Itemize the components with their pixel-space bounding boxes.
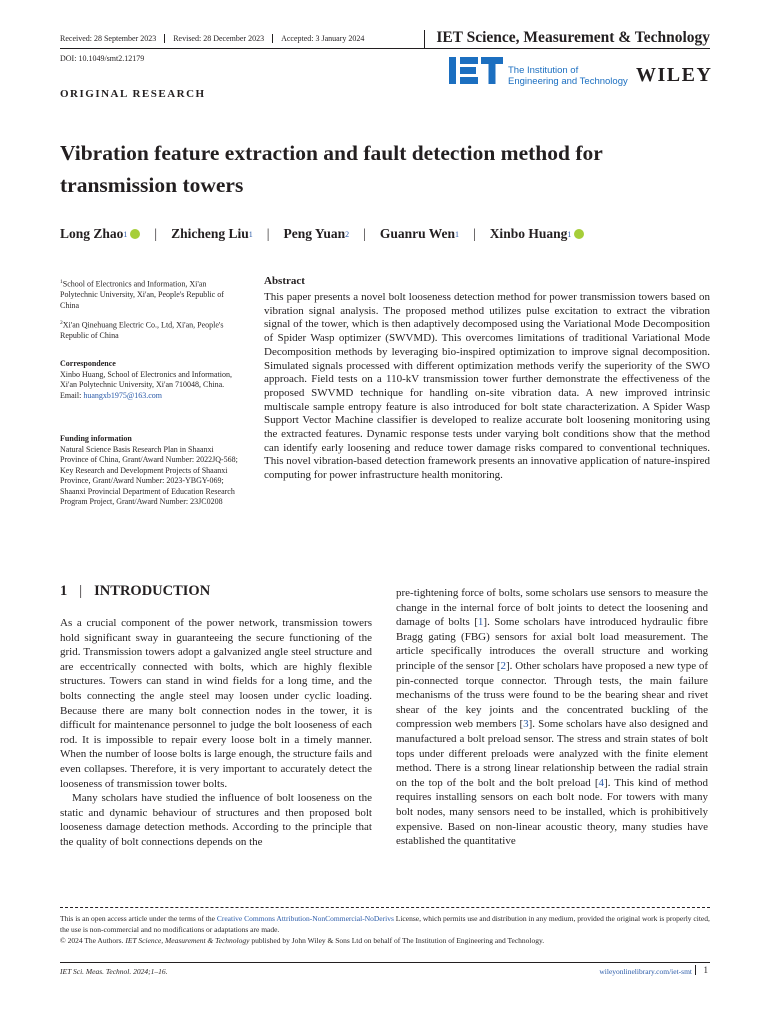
author-name[interactable]: Guanru Wen [379, 226, 455, 241]
intro-paragraph-3: pre-tightening force of bolts, some scholars use sensors to measure the change in the internal force of bolt joints to detect the loosening and damage of bolts [1]. Some scholars have introduced hydraulic fibre Bragg gating (FBG) sensors for axial bolt load measurement. The article specifically introduces the overall structure and working principle of the sensor [2]. Other scholars have proposed a new type of pin-connected torque connector. Through tests, the main failure mechanisms of the truss were found to be the bearing shear and rivet shear of the key joints and the concentrated buckling of the compression web members [3]. Some scholars have also designed and manufactured a bolt preload sensor. The stress and strain states of bolt tops under different preloads were analyzed with the finite element method. There is a strong linear relationship between the radial strain on the top of the bolt and the bolt preload [4]. This kind of method requires installing sensors on each bolt node. For towers with many bolt nodes, many sensors need to be installed, which is prohibitively expensive. Based on non-linear acoustic theory, many studies have established the quantitative [396, 587, 709, 848]
received-date: Received: 28 September 2023 [60, 34, 157, 43]
intro-column-1 [60, 616, 372, 850]
author-name[interactable]: Long Zhao [60, 226, 124, 241]
correspondence-heading: Correspondence [60, 359, 116, 368]
author-affiliation-marker[interactable]: 1 [454, 229, 459, 239]
license-link[interactable]: Creative Commons Attribution-NonCommercial-NoDerivs [216, 914, 394, 923]
abstract-text: This paper presents a novel bolt looseness detection method for power transmission towers based on vibration signal analysis. The proposed method utilizes pulse excitation to extract the vibration signal of the tower, which is then adaptively decomposed using the Variational Mode Decomposition of Spider Wasp optimizer (SWVMD). This overcomes limitations of traditional Variational Mode Decomposition methods by leveraging bio-inspired optimization to improve signal decomposition. Simulated signals processed with different optimization methods verify the superiority of the SWO approach. Field tests on a 110-kV transmission tower further demonstrate the effectiveness of the proposed SWVMD technique for handling on-site vibration data. A new improved intrinsic multiscale sample entropy feature is also introduced for bolt state characterization. A Spider Wasp Support Vector Machine classifier is developed to realize accurate bolt loosening monitoring using the extracted features. Dynamic response tests under varying bolt conditions show that the method can identify early loosening and reduce tower damage risks compared to conventional techniques. This novel vibration-based detection framework presents an innovative application of nature-inspired computing for power infrastructure health monitoring. [264, 291, 710, 482]
author-affiliation-marker[interactable]: 1 [123, 229, 128, 239]
correspondence: Correspondence Xinbo Huang, School of Electronics and Information, Xi'an Polytechnic University, Xi'an 710048, China. Email: huangxb1975@163.com [60, 359, 232, 400]
funding-information: Funding information Natural Science Basis Research Plan in Shaanxi Province of China, Grant/Award Number: 2022JQ-568; Key Research and Development Projects of Shaanxi Province, Grant/Award Number: 2023-YBGY-069; Shaanxi Provincial Department of Education Research Program Project, Grant/Award Number: 23JC0208 [60, 434, 238, 506]
journal-name[interactable]: IET Science, Measurement & Technology [436, 29, 710, 46]
intro-paragraph-2: Many scholars have studied the influence of bolt looseness on the static and dynamic behaviour of structures and then proposed bolt looseness damage detection methods. According to the principle that the quality of bolt connections depends on the [60, 792, 372, 848]
wiley-logo[interactable]: WILEY [636, 64, 713, 86]
author-affiliation-marker[interactable]: 1 [567, 229, 572, 239]
header-rule [60, 48, 710, 49]
affiliation-2: $^2$Xi'an Qinehuang Electric Co., Ltd, Xi'an, People's Republic of China [60, 320, 224, 341]
footnote-divider [60, 907, 710, 908]
abstract-heading: Abstract [264, 275, 305, 287]
iet-logo-icon[interactable] [449, 57, 505, 84]
author-separator: | [472, 226, 476, 241]
author-name[interactable]: Peng Yuan [283, 226, 346, 241]
section-heading-introduction: 1 | INTRODUCTION [60, 583, 211, 599]
email-link[interactable]: huangxb1975@163.com [83, 390, 163, 400]
author-affiliation-marker[interactable]: 2 [345, 229, 350, 239]
reference-link-1[interactable]: 1 [477, 616, 484, 629]
funding-heading: Funding information [60, 434, 132, 443]
page-number: 1 [695, 965, 709, 975]
intro-paragraph-1: As a crucial component of the power network, transmission towers hold significant sway in guaranteeing the secure functioning of the grid. Transmission towers adopt a galvanized angle steel structure and are eccentrically connected with bolts, which are highly flexible structures. Towers can stand in wind fields for a long time, and the bolts connecting the angle steel may loosen under cyclic loading. Because there are many bolt connection nodes in the tower, it is difficult for maintenance personnel to judge the bolt looseness of each rod. It is impossible to repair every loose bolt in a timely manner. When the number of loose bolts is large enough, the structure fails and even collapses. Therefore, it is very important to accurately detect the looseness of transmission tower bolts. [60, 617, 372, 790]
journal-url-link[interactable]: wileyonlinelibrary.com/iet-smt [599, 967, 692, 976]
license-footnote: This is an open access article under the terms of the Creative Commons Attribution-NonCommercial-NoDerivs License, which permits use and distribution in any medium, provided the original work is properly cited, the use is non-commercial and no modifications or adaptations are made. © 2024 The Authors. IET Science, Measurement & Technology published by John Wiley & Sons Ltd on behalf of The Institution of Engineering and Technology. [60, 914, 710, 945]
footer-rule [60, 962, 710, 963]
author-separator: | [154, 226, 158, 241]
orcid-icon[interactable] [130, 229, 140, 239]
article-title: Vibration feature extraction and fault detection method for transmission towers [60, 141, 603, 197]
author-affiliation-marker[interactable]: 1 [248, 229, 253, 239]
author-list [60, 226, 584, 242]
article-type: ORIGINAL RESEARCH [60, 88, 206, 100]
reference-link-3[interactable]: 3 [523, 718, 529, 731]
reference-link-2[interactable]: 2 [500, 659, 507, 672]
author-name[interactable]: Xinbo Huang [489, 226, 568, 241]
affiliation-1: $^1$School of Electronics and Information, Xi'an Polytechnic University, Xi'an, People's Republic of China [60, 279, 224, 310]
doi[interactable]: DOI: 10.1049/smt2.12179 [60, 54, 145, 63]
intro-column-2 [396, 586, 708, 849]
revised-date: Revised: 28 December 2023 [164, 34, 272, 43]
accepted-date: Accepted: 3 January 2024 [272, 34, 372, 43]
journal-citation: IET Sci. Meas. Technol. 2024;1–16. [60, 967, 168, 976]
reference-link-4[interactable]: 4 [598, 776, 605, 789]
orcid-icon[interactable] [574, 229, 584, 239]
author-separator: | [266, 226, 270, 241]
iet-logo-text: The Institution of Engineering and Technology [508, 65, 628, 87]
author-separator: | [363, 226, 366, 241]
author-name[interactable]: Zhicheng Liu [171, 226, 249, 241]
article-dates [60, 34, 372, 43]
header-divider [424, 30, 425, 48]
